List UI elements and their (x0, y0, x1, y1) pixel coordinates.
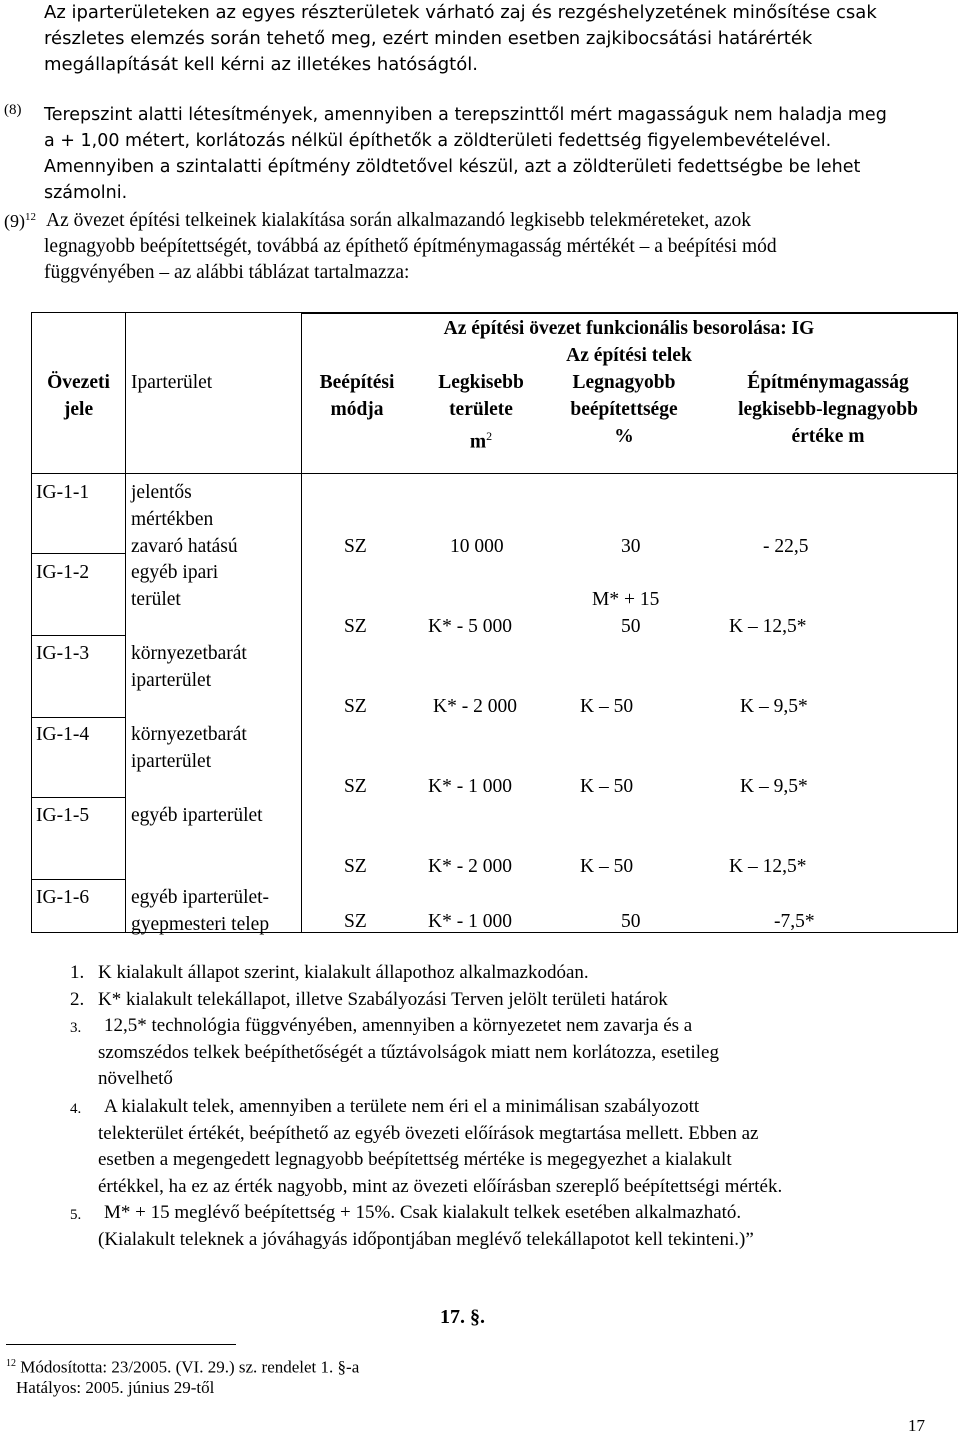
min-area: K* - 5 000 (428, 616, 512, 637)
zoning-table (31, 312, 958, 933)
min-area: K* - 2 000 (428, 856, 512, 877)
building-mode: SZ (344, 536, 367, 557)
zone-code: IG-1-3 (36, 643, 90, 664)
header-building-mode: Beépítési módja (319, 372, 395, 420)
paragraph-8 (0, 102, 960, 206)
footnote-line: Hatályos: 2005. június 29-től (16, 1378, 215, 1397)
header-zone-code: Övezeti jele (47, 372, 110, 420)
max-built: 50 (621, 911, 641, 932)
height: K – 12,5* (729, 616, 807, 637)
footnote-line: $^{12}$ Módosította: 23/2005. (VI. 29.) sz. rendelet 1. §-a (6, 1357, 360, 1377)
intro-line: megállapítását kell kérni az illetékes hatóságtól. (44, 54, 478, 75)
height: K – 12,5* (729, 856, 807, 877)
min-area: 10 000 (450, 536, 504, 557)
height: K – 9,5* (740, 776, 808, 797)
paragraph-line: függvényében – az alábbi táblázat tartalmazza: (44, 262, 410, 283)
header-industrial-area: Iparterület (131, 372, 213, 393)
zone-use: jelentős mértékben zavaró hatású (131, 482, 238, 557)
max-built: K – 50 (580, 856, 634, 877)
header-max-built: Legnagyobb beépítettsége % (570, 372, 678, 447)
footnote-ref[interactable]: 12 (25, 211, 36, 223)
max-built: 50 (621, 616, 641, 637)
height: -7,5* (774, 911, 815, 932)
height: K – 9,5* (740, 696, 808, 717)
min-area: K* - 1 000 (428, 911, 512, 932)
max-built-top: M* + 15 (592, 589, 660, 610)
zone-use: környezetbarát iparterület (131, 643, 247, 691)
paragraph-9 (0, 208, 960, 288)
page-number: 17 (908, 1416, 925, 1435)
intro-line: részletes elemzés során tehető meg, ezért minden esetben zajkibocsátási határérték (44, 28, 813, 49)
max-built: K – 50 (580, 776, 634, 797)
zone-use: környezetbarát iparterület (131, 724, 247, 772)
height: - 22,5 (763, 536, 809, 557)
zone-use: egyéb iparterület- gyepmesteri telep (131, 887, 270, 935)
zone-code: IG-1-5 (36, 805, 90, 826)
building-mode: SZ (344, 911, 367, 932)
zone-code: IG-1-6 (36, 887, 90, 908)
zone-use: egyéb iparterület (131, 805, 263, 826)
paragraph-line: a + 1,00 métert, korlátozás nélkül építhetők a zöldterületi fedettség figyelembevételével. (44, 131, 832, 151)
building-mode: SZ (344, 776, 367, 797)
zone-code: IG-1-1 (36, 482, 90, 503)
zone-use: egyéb ipari terület (131, 562, 219, 610)
paragraph-number: (8) (4, 102, 22, 118)
header-classification: Az építési övezet funkcionális besorolása: IG (443, 318, 815, 339)
paragraph-line: Az övezet építési telkeinek kialakítása során alkalmazandó legkisebb telekméreteket, azok (46, 210, 751, 231)
intro-paragraph (44, 0, 877, 78)
zone-code: IG-1-2 (36, 562, 90, 583)
footnote-separator (6, 1344, 236, 1345)
paragraph-number: $(9)^{12}$ (4, 211, 36, 231)
intro-line: Az iparterületeken az egyes részterületek várható zaj és rezgéshelyzetének minősítése csak (44, 2, 877, 23)
header-height: Építménymagasság legkisebb-legnagyobb értéke m (738, 372, 918, 447)
max-built: K – 50 (580, 696, 634, 717)
footnote-marker: 12 (6, 1358, 16, 1369)
max-built: 30 (621, 536, 641, 557)
min-area: K* - 1 000 (428, 776, 512, 797)
paragraph-line: Terepszint alatti létesítmények, amennyiben a terepszinttől mért magasságuk nem haladja meg (44, 105, 887, 125)
paragraph-line: Amennyiben a szintalatti építmény zöldtetővel készül, azt a zöldterületi fedettségbe be lehet (44, 157, 861, 177)
header-plot: Az építési telek (566, 345, 692, 366)
section-title: 17. §. (440, 1306, 485, 1328)
header-min-area: Legkisebb területe $m^2$ (438, 372, 524, 453)
building-mode: SZ (344, 616, 367, 637)
paragraph-line: számolni. (44, 183, 128, 203)
building-mode: SZ (344, 696, 367, 717)
min-area: K* - 2 000 (433, 696, 517, 717)
building-mode: SZ (344, 856, 367, 877)
paragraph-line: legnagyobb beépítettségét, továbbá az építhető építménymagasság mértékét – a beépítési mód (44, 236, 777, 257)
zone-code: IG-1-4 (36, 724, 90, 745)
